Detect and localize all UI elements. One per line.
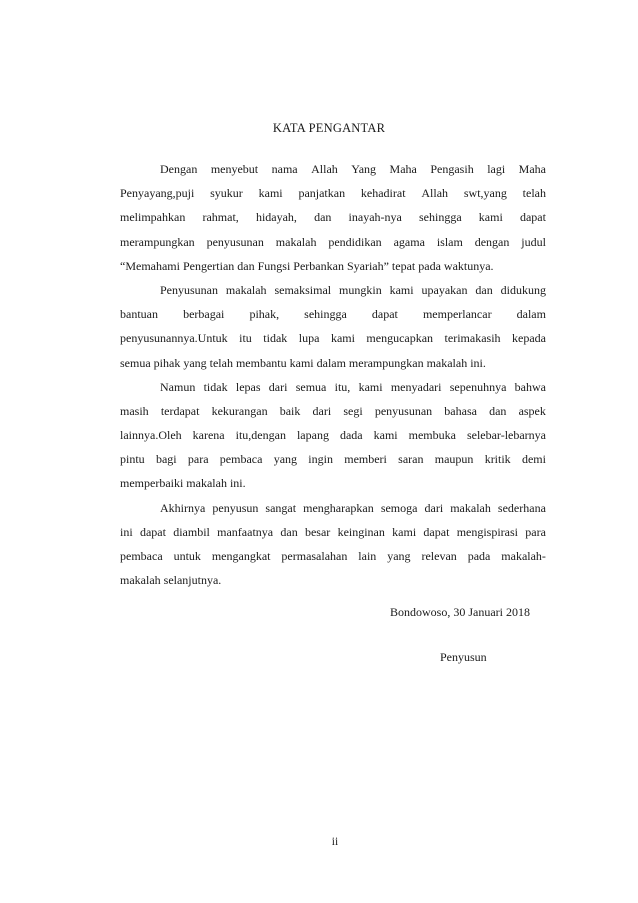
word: ingin xyxy=(308,452,333,467)
word: kami xyxy=(392,524,417,539)
paragraph-line xyxy=(120,520,546,544)
word: Maha xyxy=(389,162,417,176)
paragraph-line: semua pihak yang telah membantu kami dalam merampungkan makalah ini. xyxy=(120,355,486,370)
word: lainnya.Oleh xyxy=(120,428,182,443)
word: bagi xyxy=(155,452,177,467)
word: agama xyxy=(393,234,425,249)
word: dada xyxy=(339,428,363,443)
word: dengan xyxy=(474,234,510,249)
word: demi xyxy=(521,452,546,467)
word: mengangkat xyxy=(211,549,271,563)
word: pembaca xyxy=(120,549,163,563)
word: mengispirasi xyxy=(456,524,519,539)
paragraph-line: makalah selanjutnya. xyxy=(120,573,222,588)
word: Penyusunan xyxy=(160,282,218,297)
word: penyusun xyxy=(212,500,259,515)
word: mengharapkan xyxy=(303,500,374,515)
word: pada xyxy=(467,549,491,563)
word: membuka xyxy=(408,428,456,443)
word: Dengan xyxy=(160,162,198,176)
word: dan xyxy=(489,403,507,418)
word: lupa xyxy=(298,331,320,346)
word: semua xyxy=(295,379,327,394)
word: panjatkan xyxy=(298,186,346,201)
word: rahmat, xyxy=(202,210,239,225)
paragraph-line xyxy=(120,399,546,423)
word: permasalahan xyxy=(281,549,348,563)
word: pendidikan xyxy=(328,234,382,249)
word: kami xyxy=(258,186,283,201)
word: bahwa xyxy=(514,379,546,394)
word: lepas xyxy=(235,379,261,394)
word: kami xyxy=(330,331,355,346)
word: swt,yang xyxy=(463,186,507,201)
word: dan xyxy=(314,210,332,225)
word: telah xyxy=(522,186,546,201)
word: kekurangan xyxy=(211,403,268,418)
word: menyadari xyxy=(390,379,442,394)
word: pihak, xyxy=(249,307,280,322)
word: penyusunan xyxy=(374,403,433,418)
word: masih xyxy=(120,403,149,418)
paragraph-line xyxy=(120,181,546,205)
signer-name: Penyusun xyxy=(440,650,487,664)
word: aspek xyxy=(518,403,546,418)
word: penyusunannya.Untuk xyxy=(120,331,228,346)
word: dapat xyxy=(519,210,546,225)
word: judul xyxy=(521,234,546,249)
word: Pengasih xyxy=(430,162,474,176)
word: makalah xyxy=(225,282,267,297)
word: terimakasih xyxy=(444,331,501,346)
word: dari xyxy=(424,500,444,515)
word: tidak xyxy=(203,379,228,394)
paragraph-line xyxy=(120,230,546,254)
word: untuk xyxy=(173,549,201,563)
word: Maha xyxy=(518,162,546,176)
word: maupun xyxy=(434,452,474,467)
word: terdapat xyxy=(160,403,200,418)
place-date: Bondowoso, 30 Januari 2018 xyxy=(390,605,530,619)
word: relevan xyxy=(421,549,457,563)
word: kepada xyxy=(512,331,546,346)
word: Yang xyxy=(351,162,377,176)
word: Allah xyxy=(311,162,338,176)
word: segi xyxy=(343,403,363,418)
word: makalah xyxy=(275,234,317,249)
word: kami xyxy=(389,282,414,297)
page-number: ii xyxy=(331,836,339,848)
word: lagi xyxy=(487,162,506,176)
word: penyusunan xyxy=(206,234,264,249)
word: dan xyxy=(280,524,298,539)
word: para xyxy=(187,452,209,467)
word: sehingga xyxy=(419,210,462,225)
word: itu xyxy=(239,331,252,346)
word: semaksimal xyxy=(274,282,332,297)
word: dalam xyxy=(516,307,546,322)
word: besar xyxy=(304,524,331,539)
paragraph-line xyxy=(120,278,546,302)
word: pembaca xyxy=(219,452,263,467)
word: makalah xyxy=(450,500,491,515)
word: ini xyxy=(120,524,133,539)
word: yang xyxy=(273,452,298,467)
word: dapat xyxy=(423,524,450,539)
word: diambil xyxy=(173,524,210,539)
word: dan xyxy=(475,282,493,297)
paragraph-line xyxy=(120,205,546,229)
word: menyebut xyxy=(210,162,259,176)
word: islam xyxy=(436,234,463,249)
word: sepenuhnya xyxy=(449,379,507,394)
word: melimpahkan xyxy=(120,210,186,225)
word: dari xyxy=(312,403,332,418)
word: Namun xyxy=(160,379,196,394)
word: lapang xyxy=(296,428,329,443)
body-text xyxy=(120,157,546,592)
word: pintu xyxy=(120,452,145,467)
paragraph-line xyxy=(120,157,546,181)
paragraph-line xyxy=(120,375,546,399)
word: kritik xyxy=(484,452,511,467)
word: Akhirnya xyxy=(160,500,206,515)
word: baik xyxy=(279,403,301,418)
paragraph-line xyxy=(120,496,546,520)
paragraph-line xyxy=(120,447,546,471)
word: lain xyxy=(358,549,377,563)
word: semoga xyxy=(380,500,418,515)
paragraph-line xyxy=(120,326,546,350)
word: berbagai xyxy=(183,307,225,322)
word: bahasa xyxy=(444,403,477,418)
word: para xyxy=(525,524,546,539)
word: memperlancar xyxy=(422,307,492,322)
word: mungkin xyxy=(339,282,382,297)
word: nama xyxy=(271,162,298,176)
word: syukur xyxy=(210,186,243,201)
word: mengucapkan xyxy=(366,331,434,346)
word: karena xyxy=(192,428,225,443)
word: Penyayang,puji xyxy=(120,186,195,201)
word: bantuan xyxy=(120,307,158,322)
word: tidak xyxy=(263,331,288,346)
word: yang xyxy=(387,549,411,563)
word: dapat xyxy=(139,524,166,539)
word: Allah xyxy=(421,186,449,201)
word: sehingga xyxy=(304,307,347,322)
word: hidayah, xyxy=(255,210,297,225)
paragraph-line: memperbaiki makalah ini. xyxy=(120,476,246,491)
page-title: KATA PENGANTAR xyxy=(272,121,386,135)
paragraph-line xyxy=(120,302,546,326)
word: kami xyxy=(478,210,503,225)
word: manfaatnya xyxy=(217,524,274,539)
word: sangat xyxy=(265,500,297,515)
word: kami xyxy=(373,428,398,443)
word: memberi xyxy=(344,452,387,467)
word: makalah- xyxy=(501,549,546,563)
word: kami xyxy=(358,379,383,394)
word: saran xyxy=(398,452,424,467)
word: didukung xyxy=(500,282,546,297)
paragraph-line xyxy=(120,544,546,568)
word: sederhana xyxy=(497,500,546,515)
word: upayakan xyxy=(421,282,468,297)
word: itu,dengan xyxy=(235,428,286,443)
word: inayah-nya xyxy=(348,210,402,225)
word: dari xyxy=(268,379,288,394)
word: itu, xyxy=(334,379,351,394)
paragraph-line: “Memahami Pengertian dan Fungsi Perbankan Syariah” tepat pada waktunya. xyxy=(120,258,494,273)
word: selebar-lebarnya xyxy=(466,428,546,443)
word: merampungkan xyxy=(120,234,195,249)
word: kehadirat xyxy=(360,186,406,201)
paragraph-line xyxy=(120,423,546,447)
word: dapat xyxy=(371,307,398,322)
word: keinginan xyxy=(337,524,385,539)
